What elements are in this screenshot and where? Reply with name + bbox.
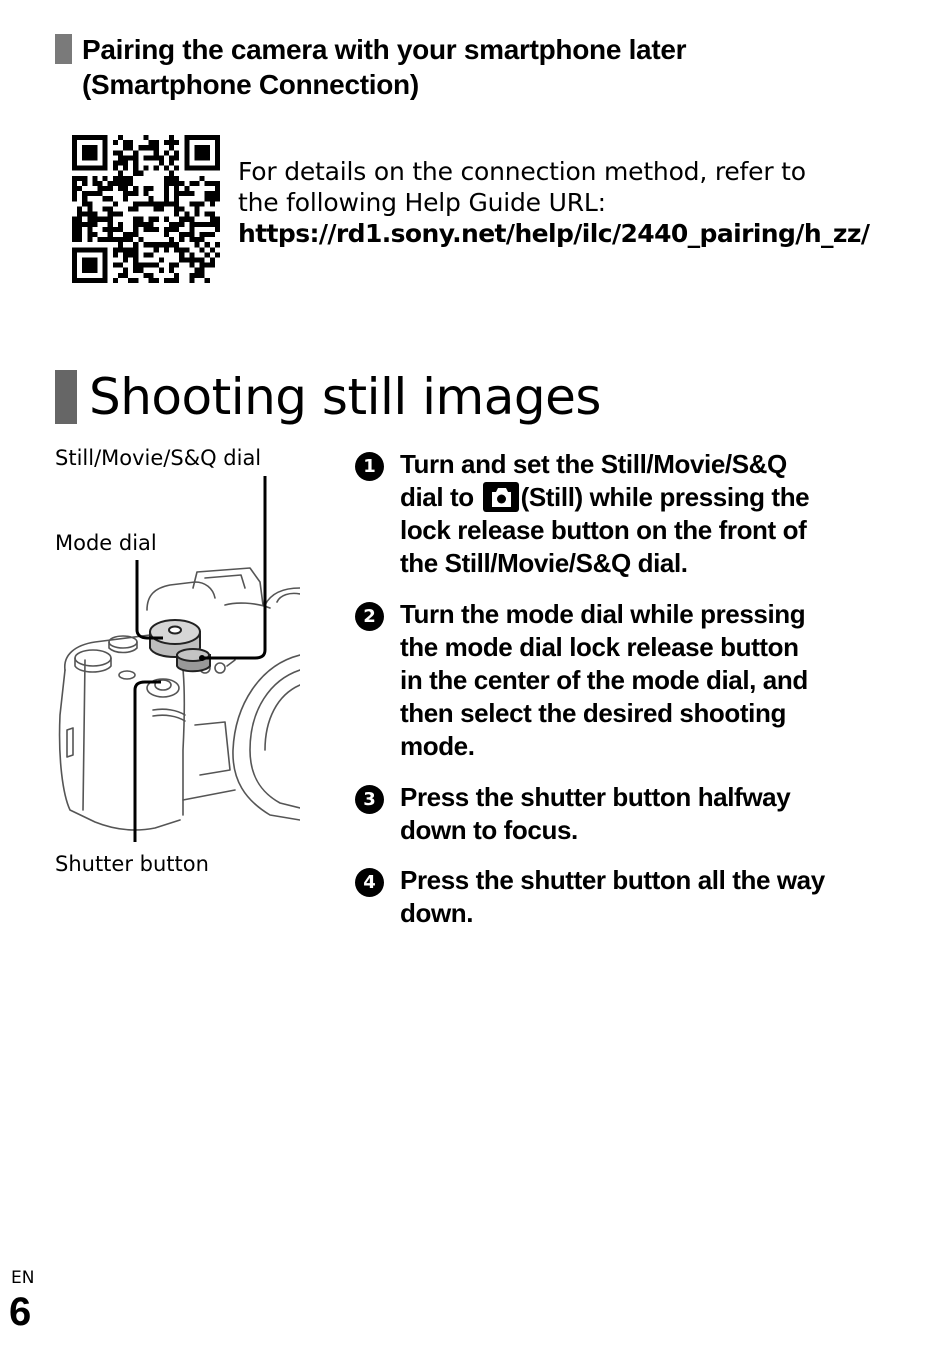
pairing-heading-line2: (Smartphone Connection) [82,69,419,100]
step-line-part: dial to [400,482,474,512]
step-number: 3 [355,785,384,814]
language-code: EN [11,1268,35,1288]
camera-illustration [55,470,300,850]
pairing-details [238,156,888,249]
step-text [400,864,840,930]
step-line: the Still/Movie/S&Q dial. [400,548,688,578]
step-text [400,448,840,580]
step-number: 4 [355,868,384,897]
qr-code-icon [72,135,220,283]
step-text [400,598,840,763]
step-line: Press the shutter button all the way [400,865,825,895]
heading-bar [55,34,72,64]
step-number: 1 [355,452,384,481]
section-title: Shooting still images [89,368,601,426]
step-line: mode. [400,731,475,761]
step-line: Turn and set the Still/Movie/S&Q [400,449,787,479]
step-line: in the center of the mode dial, and [400,665,808,695]
still-camera-icon [483,482,519,512]
help-guide-url[interactable]: https://rd1.sony.net/help/ilc/2440_pairing/h_zz/ [238,219,870,248]
pairing-heading-line1: Pairing the camera with your smartphone later [82,34,687,65]
title-bar [55,370,77,424]
detail-line2: the following Help Guide URL: [238,188,606,217]
step-line: down to focus. [400,815,578,845]
step-text [400,781,840,847]
label-shutter-button: Shutter button [55,852,209,876]
label-still-movie-dial: Still/Movie/S&Q dial [55,446,262,470]
pairing-heading [82,32,862,102]
detail-line1: For details on the connection method, refer to [238,157,806,186]
step-line: then select the desired shooting [400,698,786,728]
step-line: the mode dial lock release button [400,632,799,662]
step-line: lock release button on the front of [400,515,807,545]
label-mode-dial: Mode dial [55,531,157,555]
page-number: 6 [9,1290,32,1334]
step-line-part: (Still) while pressing the [520,482,810,512]
step-line: Turn the mode dial while pressing [400,599,806,629]
step-line: down. [400,898,474,928]
step-line: Press the shutter button halfway [400,782,791,812]
step-number: 2 [355,602,384,631]
step-line [400,481,840,514]
